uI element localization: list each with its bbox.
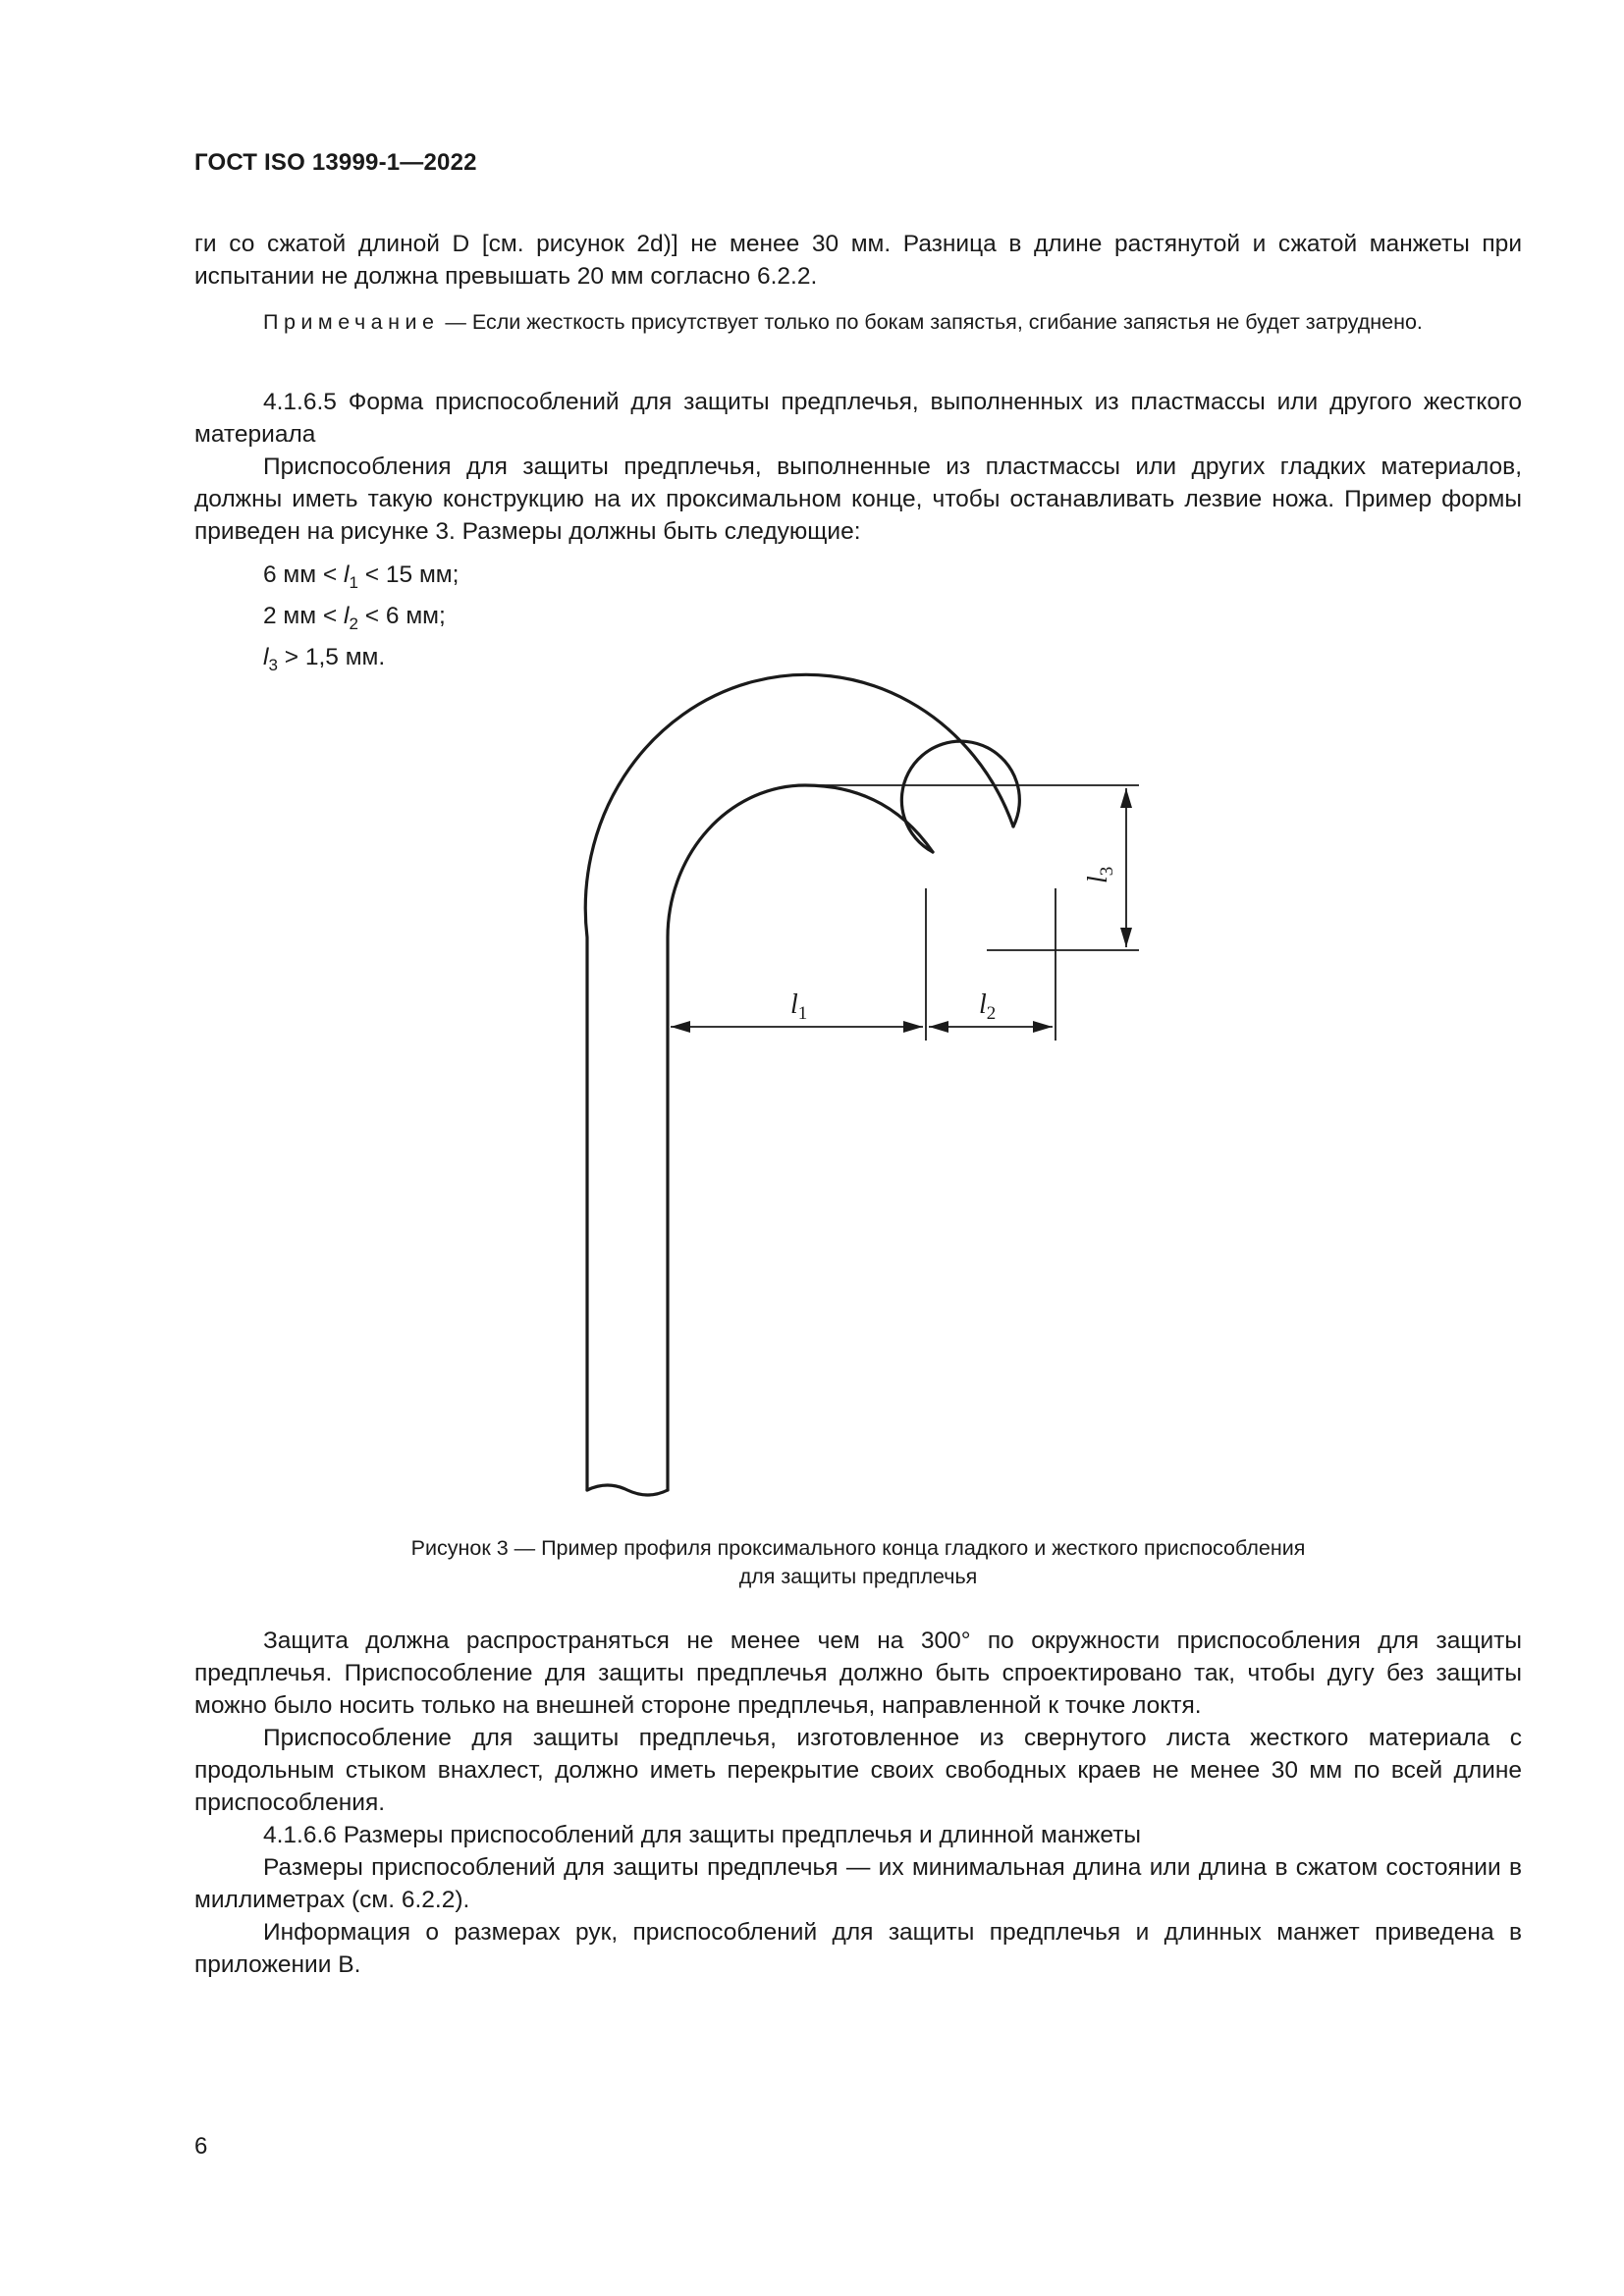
dimension-line-l3: $l_3 > 1,5$ мм. [263,644,386,674]
arrow-l3-top [1120,788,1132,808]
label-l1: $l_1$ [790,989,808,1024]
arrow-l3-bottom [1120,928,1132,947]
dimension-line-l2: 2 мм < $l_2 < 6$ мм; [263,603,446,633]
label-l2: $l_2$ [979,989,997,1024]
arrow-l2-left [929,1021,948,1033]
break-line [587,1485,668,1495]
section-4166-heading: 4.1.6.6 Размеры приспособлений для защиты предплечья и длинной манжеты [263,1822,1142,1848]
paragraph-dimensions: Размеры приспособлений для защиты предплечья — их минимальная длина или длина в сжатом состоянии в миллиметрах (см. 6.2.2). [194,1854,1522,1913]
paragraph-protection-arc: Защита должна распространяться не менее чем на 300° по окружности приспособления для защиты предплечья. Приспособление для защиты предплечья должно быть спроектировано так, чтобы дугу без защиты можно было носить только на внешней стороне предплечья, направленной к точке локтя. [194,1628,1522,1719]
guard-inner-profile [668,785,933,1490]
arrow-l2-right [1033,1021,1053,1033]
guard-outer-profile [585,674,1013,1490]
figure-caption-line-2: для защиты предплечья [738,1565,978,1588]
label-l3: $l_3$ [1083,866,1117,883]
page-number: 6 [194,2133,208,2160]
section-4165-heading: 4.1.6.5 Форма приспособлений для защиты предплечья, выполненных из пластмассы или другого жесткого материала [194,389,1522,448]
note-text: — Если жесткость присутствует только по бокам запястья, сгибание запястья не будет затруднено. [439,310,1423,334]
section-4165-body: Приспособления для защиты предплечья, выполненные из пластмассы или других гладких материалов, должны иметь такую конструкцию на их проксимальном конце, чтобы останавливать лезвие ножа. Пример формы приведен на рисунке 3. Размеры должны быть следующие: [194,454,1522,545]
arrow-l1-right [903,1021,923,1033]
paragraph-continuation: ги со сжатой длиной D [см. рисунок 2d)] не менее 30 мм. Разница в длине растянутой и сжатой манжеты при испытании не должна превышать 20 мм согласно 6.2.2. [194,231,1522,290]
document-header: ГОСТ ISO 13999-1—2022 [194,149,477,176]
note-label: Примечание [263,310,440,334]
paragraph-annex-reference: Информация о размерах рук, приспособлений для защиты предплечья и длинных манжет приведена в приложении В. [194,1919,1522,1978]
paragraph-overlap: Приспособление для защиты предплечья, изготовленное из свернутого листа жесткого материала с продольным стыком внахлест, должно иметь перекрытие своих свободных краев не менее 30 мм по всей длине приспособления. [194,1725,1522,1816]
arrow-l1-left [671,1021,690,1033]
figure-caption-line-1: Рисунок 3 — Пример профиля проксимального конца гладкого и жесткого приспособления [410,1536,1306,1560]
dimension-line-l1: 6 мм < $l_1 < 15$ мм; [263,561,460,592]
